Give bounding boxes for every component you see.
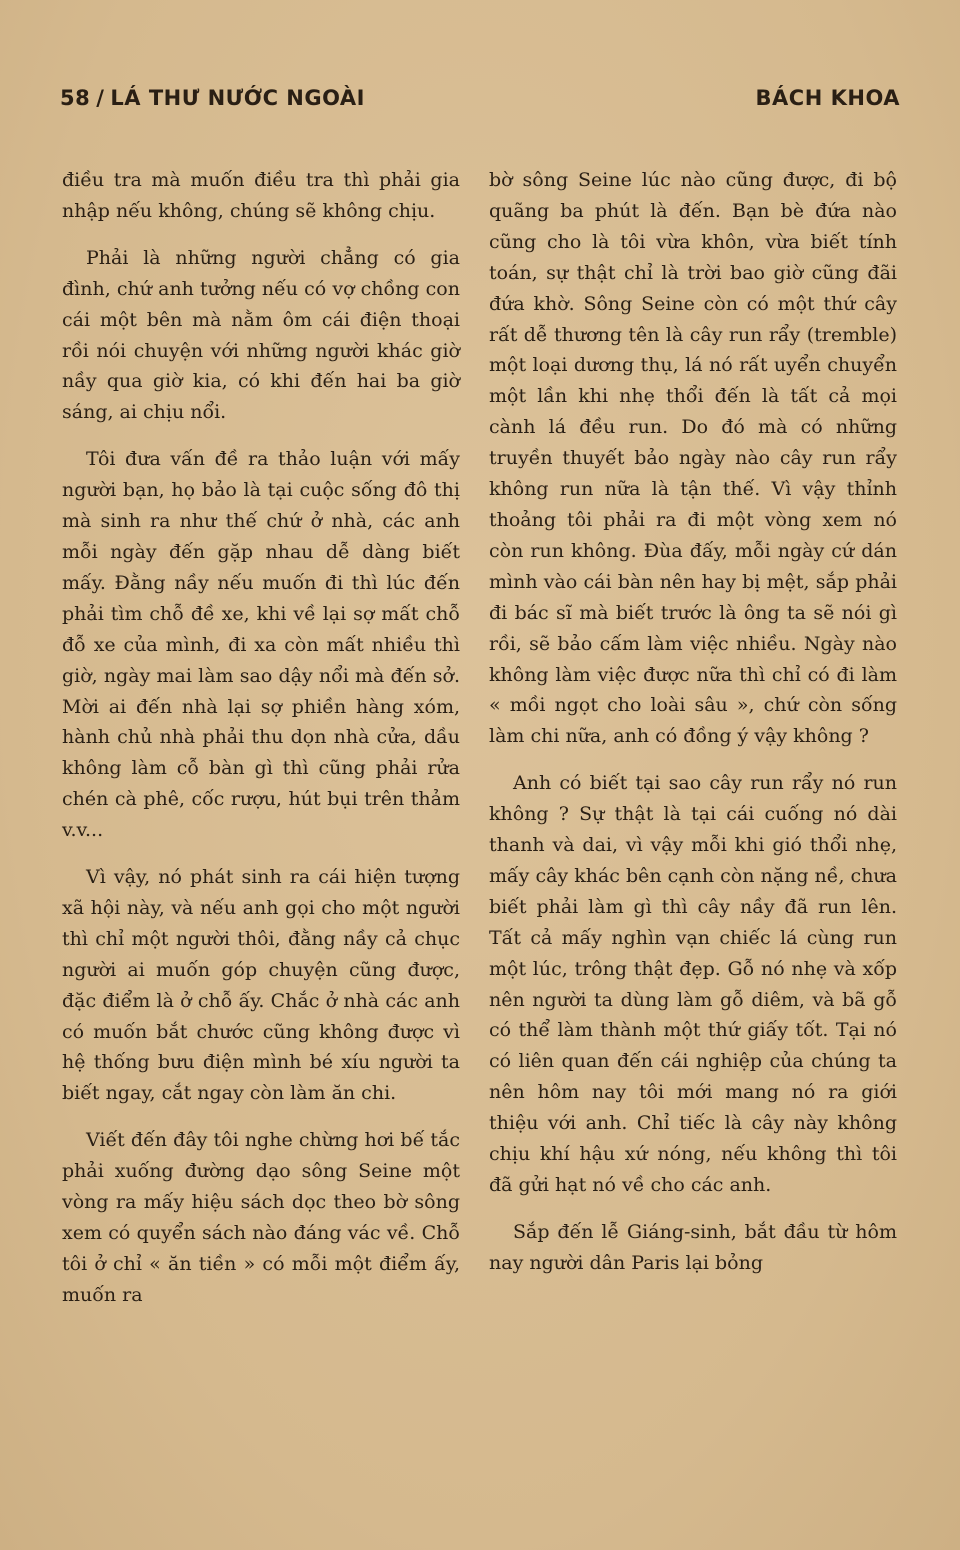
paragraph: bờ sông Seine lúc nào cũng được, đi bộ quãng ba phút là đến. Bạn bè đứa nào cũng cho là tôi vừa khôn, vừa biết tính toán, sự thật chỉ là trời bao giờ cũng đãi đứa khờ. Sông Seine còn có một thứ cây rất dễ thương tên là cây run rẩy (tremble) một loại dương thụ, lá nó rất uyển chuyển một lần khi nhẹ thổi đến là tất cả mọi cành lá đều run. Do đó mà có những truyền thuyết bảo ngày nào cây run rẩy không run nữa là tận thế. Vì vậy thỉnh thoảng tôi phải ra đi một vòng xem nó còn run không. Đùa đấy, mỗi ngày cứ dán mình vào cái bàn nên hay bị mệt, sắp phải đi bác sĩ mà biết trước là ông ta sẽ nói gì rồi, sẽ bảo cấm làm việc nhiều. Ngày nào không làm việc được nữa thì chỉ có đi làm « mồi ngọt cho loài sâu », chứ còn sống làm chi nữa, anh có đồng ý vậy không ? bbox=[489, 169, 897, 748]
magazine-name: BÁCH KHOA bbox=[755, 86, 900, 110]
page-number: 58 bbox=[60, 86, 91, 110]
paragraph: Viết đến đây tôi nghe chừng hơi bế tắc phải xuống đường dạo sông Seine một vòng ra mấy hiệu sách dọc theo bờ sông xem có quyển sách nào đáng vác về. Chỗ tôi ở chỉ « ăn tiền » có mỗi một điểm ấy, muốn ra bbox=[62, 1129, 460, 1306]
left-column bbox=[62, 165, 460, 1327]
header-left bbox=[60, 86, 365, 110]
paragraph: Anh có biết tại sao cây run rẩy nó run không ? Sự thật là tại cái cuống nó dài thanh và dai, vì vậy mỗi khi gió thổi nhẹ, mấy cây khác bên cạnh còn nặng nề, chưa biết phải làm gì thì cây nầy đã run lên. Tất cả mấy nghìn vạn chiếc lá cùng run một lúc, trông thật đẹp. Gỗ nó nhẹ và xốp nên người ta dùng làm gỗ diêm, và bã gỗ có thể làm thành một thứ giấy tốt. Tại nó có liên quan đến cái nghiệp của chúng ta nên hôm nay tôi mới mang nó ra giới thiệu với anh. Chỉ tiếc là cây này không chịu khí hậu xứ nóng, nếu không thì tôi đã gửi hạt nó về cho các anh. bbox=[489, 772, 897, 1196]
header-separator: / bbox=[96, 86, 105, 110]
section-title: LÁ THƯ NƯỚC NGOÀI bbox=[110, 86, 365, 110]
paragraph: Vì vậy, nó phát sinh ra cái hiện tượng xã hội này, và nếu anh gọi cho một người thì chỉ một người thôi, đằng nầy cả chục người ai muốn góp chuyện cũng được, đặc điểm là ở chỗ ấy. Chắc ở nhà các anh có muốn bắt chước cũng không được vì hệ thống bưu điện mình bé xíu người ta biết ngay, cắt ngay còn làm ăn chi. bbox=[62, 866, 460, 1105]
page-header bbox=[60, 86, 900, 120]
paragraph: Sắp đến lễ Giáng-sinh, bắt đầu từ hôm nay người dân Paris lại bỏng bbox=[489, 1220, 897, 1274]
paragraph: điều tra mà muốn điều tra thì phải gia nhập nếu không, chúng sẽ không chịu. bbox=[62, 169, 460, 222]
right-column bbox=[489, 165, 897, 1295]
paragraph: Tôi đưa vấn đề ra thảo luận với mấy người bạn, họ bảo là tại cuộc sống đô thị mà sinh ra như thế chứ ở nhà, các anh mỗi ngày đến gặp nhau dễ dàng biết mấy. Đằng nầy nếu muốn đi thì lúc đến phải tìm chỗ đề xe, khi về lại sợ mất chỗ đỗ xe của mình, đi xa còn mất nhiều thì giờ, ngày mai làm sao dậy nổi mà đến sở. Mời ai đến nhà lại sợ phiền hàng xóm, hành chủ nhà phải thu dọn nhà cửa, dầu không làm cỗ bàn gì thì cũng phải rửa chén cà phê, cốc rượu, hút bụi trên thảm v.v... bbox=[62, 448, 460, 842]
paragraph: Phải là những người chẳng có gia đình, chứ anh tưởng nếu có vợ chồng con cái một bên mà nằm ôm cái điện thoại rồi nói chuyện với những người khác giờ nầy qua giờ kia, có khi đến hai ba giờ sáng, ai chịu nổi. bbox=[62, 246, 460, 424]
